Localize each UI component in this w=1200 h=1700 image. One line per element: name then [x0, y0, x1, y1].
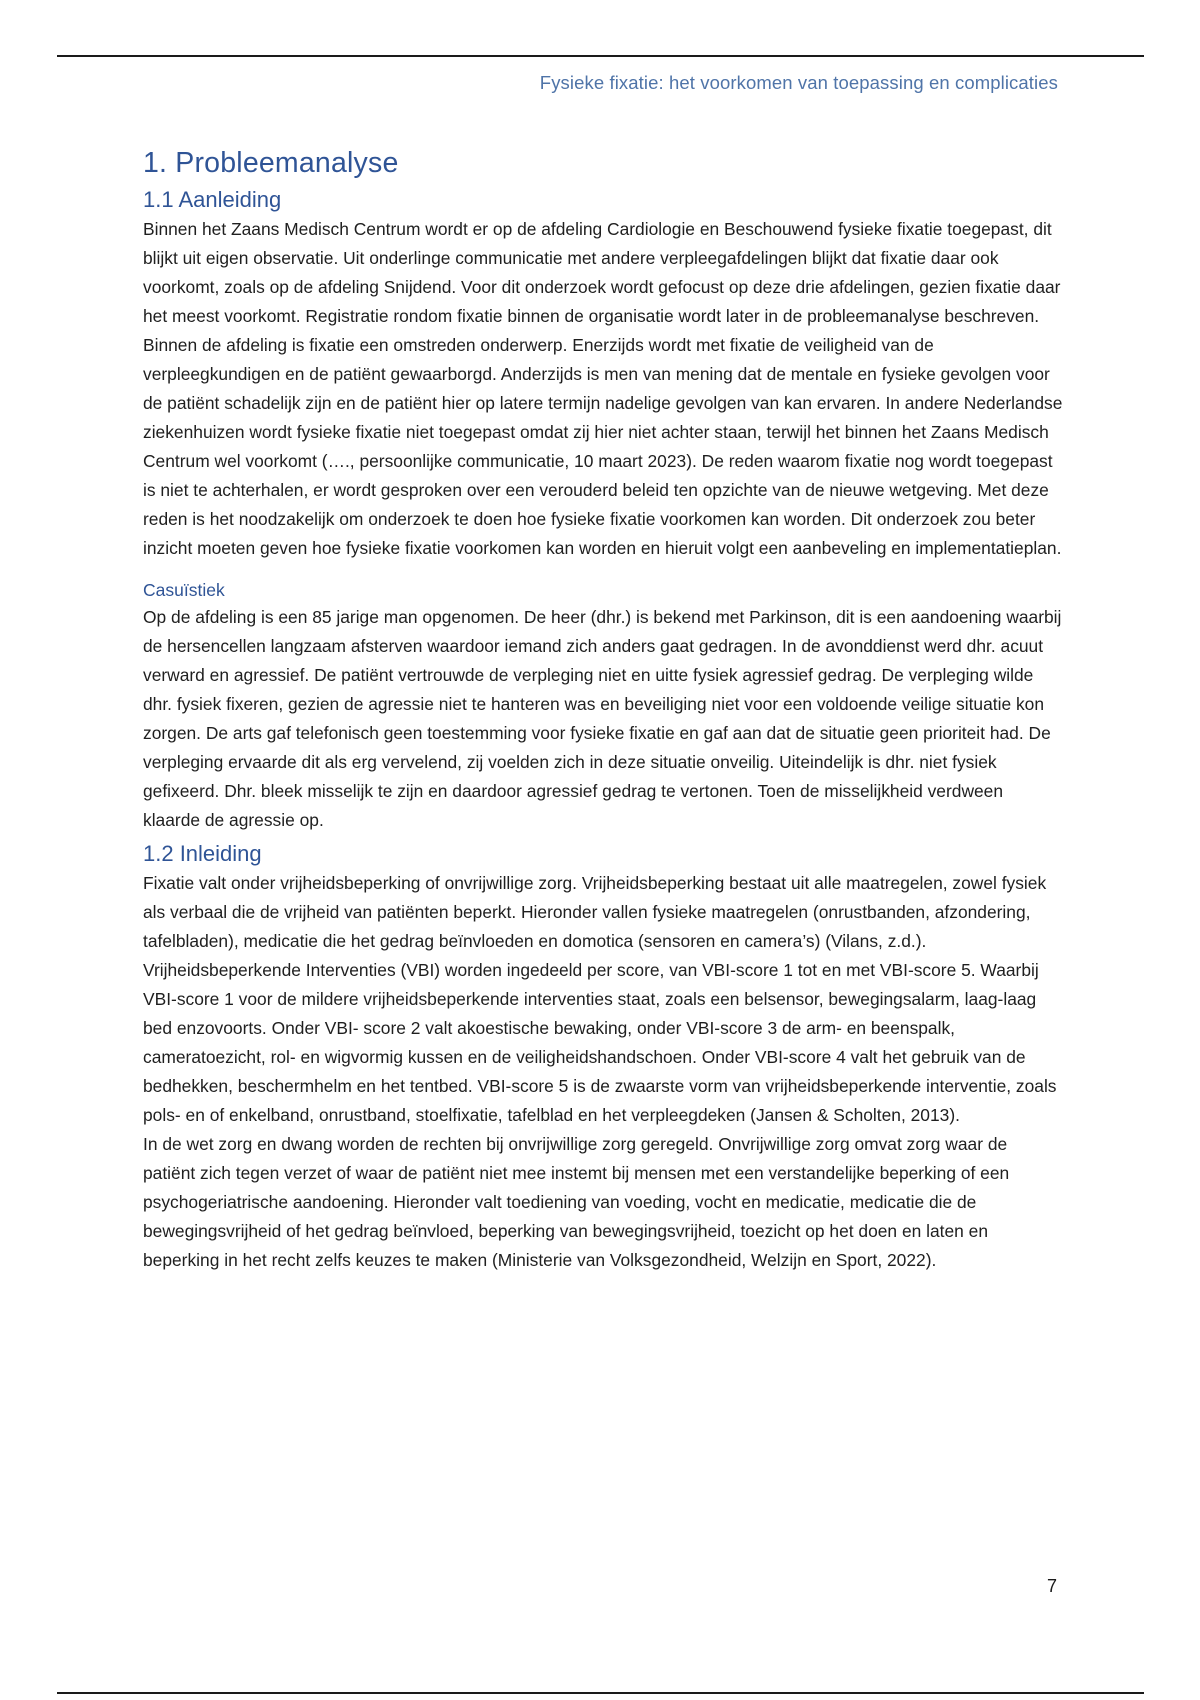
header-rule [57, 55, 1144, 57]
section-heading-aanleiding: 1.1 Aanleiding [143, 187, 282, 212]
paragraph-casuistiek: Op de afdeling is een 85 jarige man opgenomen. De heer (dhr.) is bekend met Parkinson, dit is een aandoening waarbij de hersencellen langzaam afsterven waardoor iemand zich anders gaat gedragen. In de avonddienst werd dhr. acuut verward en agressief. De patiënt vertrouwde de verpleging niet en uitte fysiek agressief gedrag. De verpleging wilde dhr. fysiek fixeren, gezien de agressie niet te hanteren was en beveiliging niet voor een voldoende veilige situatie kon zorgen. De arts gaf telefonisch geen toestemming voor fysieke fixatie en gaf aan dat de situatie geen prioriteit had. De verpleging ervaarde dit als erg vervelend, zij voelden zich in deze situatie onveilig. Uiteindelijk is dhr. niet fysiek gefixeerd. Dhr. bleek misselijk te zijn en daardoor agressief gedrag te vertonen. Toen de misselijkheid verdween klaarde de agressie op. [143, 607, 1062, 830]
footer-rule [57, 1692, 1144, 1694]
page-number: 7 [1046, 1576, 1057, 1596]
chapter-title: 1. Probleemanalyse [143, 147, 399, 179]
paragraph-inleiding-1: Fixatie valt onder vrijheidsbeperking of onvrijwillige zorg. Vrijheidsbeperking bestaat uit alle maatregelen, zowel fysiek als verbaal die de vrijheid van patiënten beperkt. Hieronder vallen fysieke maatregelen (onrustbanden, afzondering, tafelbladen), medicatie die het gedrag beïnvloeden en domotica (sensoren en camera’s) (Vilans, z.d.). Vrijheidsbeperkende Interventies (VBI) worden ingedeeld per score, van VBI-score 1 tot en met VBI-score 5. Waarbij VBI-score 1 voor de mildere vrijheidsbeperkende interventies staat, zoals een belsensor, bewegingsalarm, laag-laag bed enzovoorts. Onder VBI- score 2 valt akoestische bewaking, onder VBI-score 3 de arm- en beenspalk, cameratoezicht, rol- en wigvormig kussen en de veiligheidshandschoen. Onder VBI-score 4 valt het gebruik van de bedhekken, beschermhelm en het tentbed. VBI-score 5 is de zwaarste vorm van vrijheidsbeperkende interventie, zoals pols- en of enkelband, onrustband, stoelfixatie, tafelblad en het verpleegdeken (Jansen & Scholten, 2013). [143, 873, 1057, 1125]
paragraph-aanleiding: Binnen het Zaans Medisch Centrum wordt er op de afdeling Cardiologie en Beschouwend fysieke fixatie toegepast, dit blijkt uit eigen observatie. Uit onderlinge communicatie met andere verpleegafdelingen blijkt dat fixatie daar ook voorkomt, zoals op de afdeling Snijdend. Voor dit onderzoek wordt gefocust op deze drie afdelingen, gezien fixatie daar het meest voorkomt. Registratie rondom fixatie binnen de organisatie wordt later in de probleemanalyse beschreven. Binnen de afdeling is fixatie een omstreden onderwerp. Enerzijds wordt met fixatie de veiligheid van de verpleegkundigen en de patiënt gewaarborgd. Anderzijds is men van mening dat de mentale en fysieke gevolgen voor de patiënt schadelijk zijn en de patiënt hier op latere termijn nadelige gevolgen van kan ervaren. In andere Nederlandse ziekenhuizen wordt fysieke fixatie niet toegepast omdat zij hier niet achter staan, terwijl het binnen het Zaans Medisch Centrum wel voorkomt (…., persoonlijke communicatie, 10 maart 2023). De reden waarom fixatie nog wordt toegepast is niet te achterhalen, er wordt gesproken over een verouderd beleid ten opzichte van de nieuwe wetgeving. Met deze reden is het noodzakelijk om onderzoek te doen hoe fysieke fixatie voorkomen kan worden. Dit onderzoek zou beter inzicht moeten geven hoe fysieke fixatie voorkomen kan worden en hieruit volgt een aanbeveling en implementatieplan. [143, 219, 1063, 558]
page-content [143, 145, 1063, 1275]
subsection-heading-casuistiek: Casuïstiek [143, 580, 225, 600]
section-heading-inleiding: 1.2 Inleiding [143, 841, 262, 866]
paragraph-inleiding-2: In de wet zorg en dwang worden de rechten bij onvrijwillige zorg geregeld. Onvrijwillige zorg omvat zorg waar de patiënt zich tegen verzet of waar de patiënt niet mee instemt bij mensen met een verstandelijke beperking of een psychogeriatrische aandoening. Hieronder valt toediening van voeding, vocht en medicatie, medicatie die de bewegingsvrijheid of het gedrag beïnvloed, beperking van bewegingsvrijheid, toezicht op het doen en laten en beperking in het recht zelfs keuzes te maken (Ministerie van Volksgezondheid, Welzijn en Sport, 2022). [143, 1134, 1010, 1270]
running-header-title: Fysieke fixatie: het voorkomen van toepassing en complicaties [539, 72, 1058, 93]
